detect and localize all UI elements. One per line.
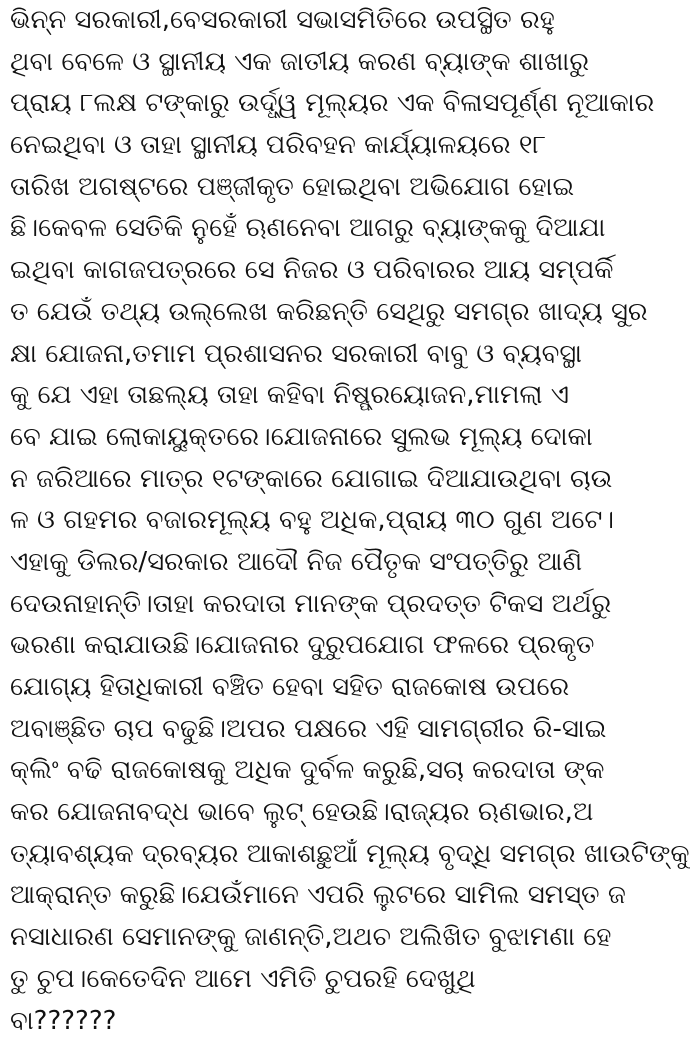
text-line-21: ତ୍ୟାବଶ୍ୟକ ଦ୍ରବ୍ୟର ଆକାଶଛୁଆଁ ମୂଲ୍ୟ ବୃଦ୍ଧି ସମଗ୍ର ଖାଉଟିଙ୍କୁ bbox=[10, 834, 605, 876]
text-line-25: ବା?????? bbox=[10, 1001, 605, 1042]
text-line-8: ତ ଯେଉଁ ତଥ୍ୟ ଉଲ୍ଲେଖ କରିଛନ୍ତି ସେଥିରୁ ସମଗ୍ର ଖାଦ୍ୟ ସୁର bbox=[10, 292, 605, 334]
text-line-13: ଳ ଓ ଗହମର ବଜାରମୂଲ୍ୟ ବହୁ ଅଧିକ,ପ୍ରାୟ ୩୦ ଗୁଣ ଅଟେ। bbox=[10, 500, 605, 542]
text-line-16: ଭରଣା କରାଯାଉଛି।ଯୋଜନାର ଦୁରୁପଯୋଗ ଫଳରେ ପ୍ରକୃତ bbox=[10, 625, 605, 667]
text-line-15: ଦେଉନାହାନ୍ତି।ତାହା କରଦାତା ମାନଙ୍କ ପ୍ରଦତ୍ତ ଟିକସ ଅର୍ଥରୁ bbox=[10, 584, 605, 626]
text-line-22: ଆକ୍ରାନ୍ତ କରୁଛି।ଯେଉଁମାନେ ଏପରି ଲୁଟରେ ସାମିଲ ସମସ୍ତ ଜ bbox=[10, 875, 605, 917]
text-line-17: ଯୋଗ୍ୟ ହିତାଧିକାରୀ ବଞ୍ଚିତ ହେବା ସହିତ ରାଜକୋଷ ଉପରେ bbox=[10, 667, 605, 709]
text-line-11: ବେ ଯାଇ ଲୋକାୟୁକ୍ତରେ।ଯୋଜନାରେ ସୁଲଭ ମୂଲ୍ୟ ଦୋକା bbox=[10, 417, 605, 459]
text-line-20: କର ଯୋଜନାବଦ୍ଧ ଭାବେ ଲୁଟ୍ ହେଉଛି।ରାଜ୍ୟର ଋଣଭାର,ଅ bbox=[10, 792, 605, 834]
text-line-4: ନେଇଥିବା ଓ ତାହା ସ୍ଥାନୀୟ ପରିବହନ କାର୍ଯ୍ୟାଳୟରେ ୧୮ bbox=[10, 125, 605, 167]
text-line-10: କୁ ଯେ ଏହା ତାଛଲ୍ୟ ତାହା କହିବା ନିଷ୍ପ୍ରୟୋଜନ,ମାମଲା ଏ bbox=[10, 375, 605, 417]
text-line-18: ଅବାଞ୍ଛିତ ଚାପ ବଢୁଛି।ଅପର ପକ୍ଷରେ ଏହି ସାମଗ୍ରୀର ରି-ସାଇ bbox=[10, 709, 605, 751]
text-line-3: ପ୍ରାୟ ୮ଲକ୍ଷ ଟଙ୍କାରୁ ଉର୍ଦ୍ଧ୍ୱ ମୂଲ୍ୟର ଏକ ବିଳାସପୂର୍ଣ୍ଣ ନୂଆକାର bbox=[10, 83, 605, 125]
text-line-14: ଏହାକୁ ଡିଲର/ସରକାର ଆଦୌ ନିଜ ପୈତୃକ ସଂପତ୍ତିରୁ ଆଣି bbox=[10, 542, 605, 584]
text-line-12: ନ ଜରିଆରେ ମାତ୍ର ୧ଟଙ୍କାରେ ଯୋଗାଇ ଦିଆଯାଉଥିବା ଚାଉ bbox=[10, 459, 605, 501]
text-line-6: ଛି।କେବଳ ସେତିକି ନୁହେଁ ଋଣନେବା ଆଗରୁ ବ୍ୟାଙ୍କକୁ ଦିଆଯା bbox=[10, 208, 605, 250]
text-line-2: ଥିବା ବେଳେ ଓ ସ୍ଥାନୀୟ ଏକ ଜାତୀୟ କରଣ ବ୍ୟାଙ୍କ ଶାଖାରୁ bbox=[10, 42, 605, 84]
text-line-24: ତୁ ଚୁପ।କେତେଦିନ ଆମେ ଏମିତି ଚୁପରହି ଦେଖୁଥି bbox=[10, 959, 605, 1001]
text-line-1: ଭିନ୍ନ ସରକାରୀ,ବେସରକାରୀ ସଭାସମିତିରେ ଉପସ୍ଥିତ ରହୁ bbox=[10, 0, 605, 42]
text-line-7: ଇଥିବା କାଗଜପତ୍ରରେ ସେ ନିଜର ଓ ପରିବାରର ଆୟ ସମ୍ପର୍କି bbox=[10, 250, 605, 292]
text-line-19: କ୍ଲିଂ ବଢି ରାଜକୋଷକୁ ଅଧିକ ଦୁର୍ବଳ କରୁଛି,ସଚା କରଦାତା ଙ୍କ bbox=[10, 750, 605, 792]
text-line-5: ତାରିଖ ଅଗଷ୍ଟରେ ପଞ୍ଜୀକୃତ ହୋଇଥିବା ଅଭିଯୋଗ ହୋଇ bbox=[10, 167, 605, 209]
text-line-9: କ୍ଷା ଯୋଜନା,ତମାମ ପ୍ରଶାସନର ସରକାରୀ ବାବୁ ଓ ବ୍ୟବସ୍ଥା bbox=[10, 334, 605, 376]
text-line-23: ନସାଧାରଣ ସେମାନଙ୍କୁ ଜାଣନ୍ତି,ଅଥଚ ଅଲିଖିତ ବୁଝାମଣା ହେ bbox=[10, 917, 605, 959]
